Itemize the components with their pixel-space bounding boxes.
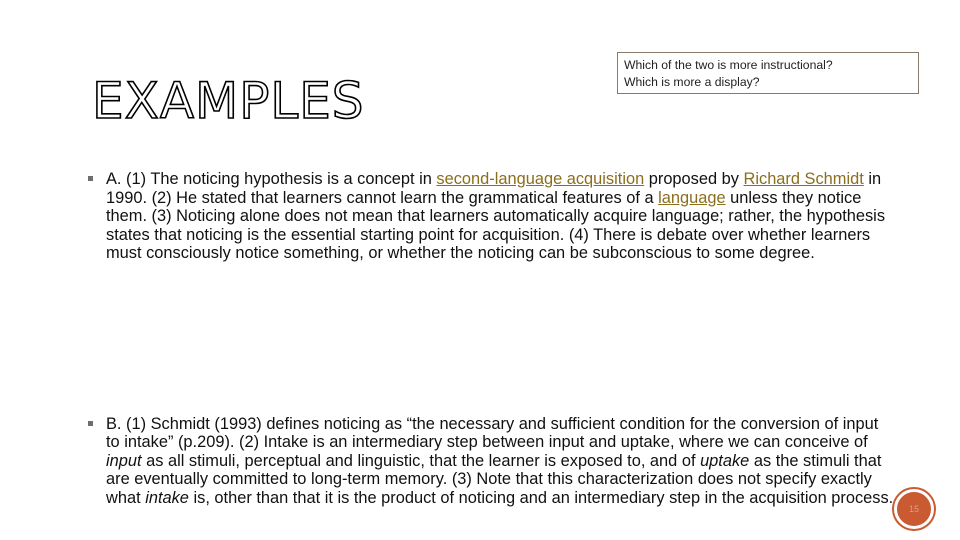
page-number: 15 xyxy=(908,504,919,514)
emphasis-intake: intake xyxy=(145,488,189,507)
paragraph-b xyxy=(88,415,896,508)
link-language[interactable]: language xyxy=(658,188,726,207)
callout-line-2: Which is more a display? xyxy=(624,75,760,89)
emphasis-uptake: uptake xyxy=(700,451,750,470)
link-richard-schmidt[interactable]: Richard Schmidt xyxy=(743,170,864,188)
paragraph-a-segment: proposed by xyxy=(644,170,744,188)
page-number-badge xyxy=(894,489,934,529)
paragraph-a-text xyxy=(106,170,896,263)
paragraph-a xyxy=(88,170,896,263)
paragraph-b-segment: is, other than that it is the product of noticing and an intermediary step in the acquisition process. xyxy=(188,488,894,507)
paragraph-b-segment: as the stimuli that are eventually committed to long-term memory. (3) Note that this characterization does not specify exactly what xyxy=(106,451,882,507)
bullet-icon xyxy=(88,421,93,426)
slide-title: EXAMPLES xyxy=(92,72,365,130)
paragraph-b-segment: as all stimuli, perceptual and linguistic, that the learner is exposed to, and of xyxy=(141,451,701,470)
emphasis-input: input xyxy=(106,451,142,470)
question-callout xyxy=(617,52,919,94)
link-second-language-acquisition[interactable]: second-language acquisition xyxy=(436,170,645,188)
callout-line-1: Which of the two is more instructional? xyxy=(624,58,833,72)
paragraph-a-segment: unless they notice them. (3) Noticing alone does not mean that learners automatically acquire language; rather, the hypothesis states that noticing is the essential starting point for acquisition. (4) There is debate over whether learners must consciously notice something, or whether the noticing can be subconscious to some degree. xyxy=(106,188,886,262)
paragraph-a-segment: in 1990. (2) He stated that learners cannot learn the grammatical features of a xyxy=(106,170,882,207)
paragraph-a-segment: A. (1) The noticing hypothesis is a concept in xyxy=(106,170,437,188)
bullet-icon xyxy=(88,176,93,181)
paragraph-b-text xyxy=(106,415,896,508)
paragraph-b-segment: B. (1) Schmidt (1993) defines noticing as “the necessary and sufficient condition for the conversion of input to intake” (p.209). (2) Intake is an intermediary step between input and uptake, where we can conceive of xyxy=(106,414,879,451)
